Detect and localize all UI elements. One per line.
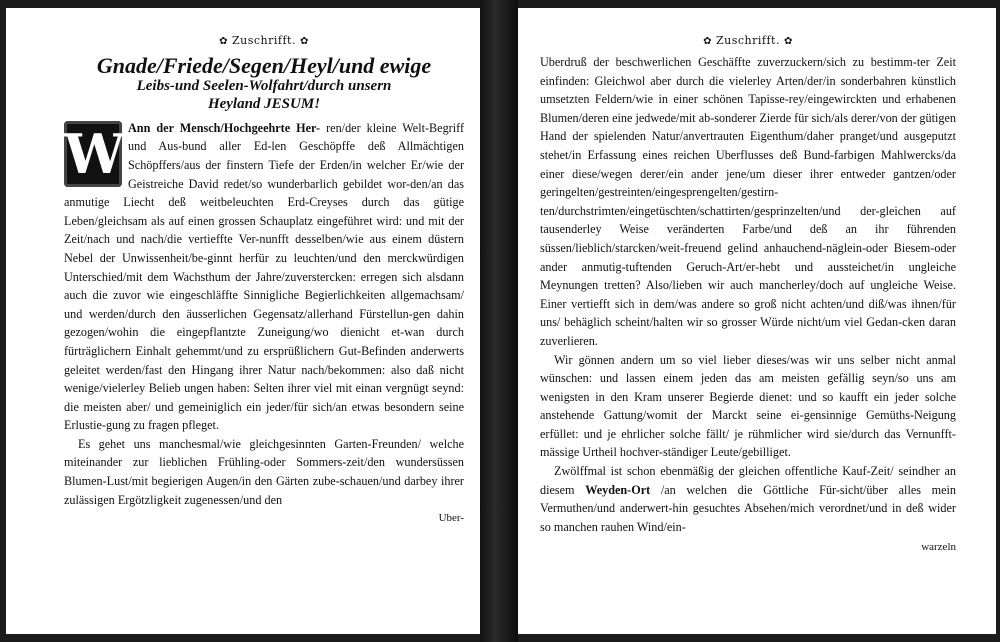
right-page	[518, 8, 996, 634]
left-body-text	[64, 119, 464, 528]
decorated-initial: W	[64, 121, 125, 186]
left-running-head	[64, 34, 464, 47]
paragraph-3-rest: /an welchen die Göttliche Für-sicht/über alles mein Vermuthen/und anderwert-hin gesuchtes Absehen/mich verordnet/und in deß wider so manchen rauhen Wind/ein-	[540, 482, 956, 534]
title-line-3: Heyland JESUM!	[207, 95, 321, 112]
right-body-text	[540, 53, 956, 557]
dedication-title	[64, 53, 464, 113]
book-gutter	[480, 0, 518, 642]
right-paragraph-3	[540, 462, 956, 536]
right-paragraph-2: Wir gönnen andern um so viel lieber dieses/was wir uns selber nicht anmal wünschen: und lassen einem jeden das am meisten gefällig seyn/so uns am wenigsten in den Kram unserer Begierde dienet: und so kaufft ein jeder solche anstehende Gattung/womit der Marckt seine ei-gensinnige Gemüths-Neigung erfüllet: und je ehrlicher solche fällt/ je rühmlicher wird sie/durch das Vernunfft-mässige Urtheil hochver-ständiger Leute/gebilliget.	[540, 352, 956, 460]
left-running-head-text: Zuschrifft.	[232, 34, 296, 47]
place-name: Weyden-Ort	[585, 482, 651, 497]
paragraph-1-body: ren/der kleine Welt-Begriff und Aus-bund aller Ed-len Geschöpffe deß Allmächtigen Schöpffers/aus der finstern Tiefe der Erden/in welcher Er/wie der Geistreiche David redet/so wunderbarlich gebildet wor-den/an das anmutige Liecht deß weitbeleuchten Erd-Creyses durch das gütige Leben/gleichsam als auf einen grossen Schauplatz eingeführet wird: und mit der Zeit/nach und nach/die vertieffte Ver-nunfft desselben/wie aus einem düstern Nebel der Unwissenheit/be-ginnt herfür zu leuchten/und den merckwürdigen Unterschied/mit dem Wachsthum der Jahre/zuverstercken: erregen sich alsdann auch die zuvor wie eingeschläffte Sinnigliche Begierlichkeiten allgemachsam/ und werden/durch den äusserlichen Gegensatz/allerhand Fürstellun-gen dahin gezogen/wohin die eingepflantzte Zuneigung/wo dienicht et-wan durch fürträglichern Einhalt gehemmt/und zu ersprüßlichern Gut-Befinden anderwerts geleitet werden/fast den Hingang ihrer Natur nach/bekommen: also daß nicht wenige/vielerley Belieb ungen haben: Selten ihrer viel mit einan vergnügt seynd: die meisten aber/ und gemeiniglich ein jeder/für sich/an etwas besondern seine Erlustie-gung zu fragen pfleget.	[64, 120, 464, 433]
ornament-icon: ✿	[219, 36, 229, 47]
title-line-1: Gnade/Friede/Segen/Heyl/und ewige	[96, 53, 432, 78]
paragraph-3-lead: Zwölffmal ist schon ebenmäßig der gleichen offentliche Kauf-Zeit/ seindher an diesem	[540, 464, 956, 497]
left-paragraph-2: Es gehet uns manchesmal/wie gleichgesinnten Garten-Freunden/ welche miteinander zur lieblichen Frühling-oder Sommers-zeit/den wundersüssen Blumen-Lust/mit begierigen Augen/in den Gärten zube-schauen/und darbey ihrer zulässigen Ergötzligkeit zugenessen/und den	[64, 436, 464, 507]
right-running-head-text: Zuschrifft.	[716, 34, 780, 47]
left-page	[6, 8, 480, 634]
title-line-2: Leibs-und Seelen-Wolfahrt/durch unsern	[136, 78, 392, 95]
left-catchword: Uber-	[438, 512, 464, 525]
ornament-icon: ✿	[299, 36, 309, 47]
right-paragraph-1: Uberdruß der beschwerlichen Geschäffte zuverzuckern/sich zu bestimm-ter Zeit einfinden: Gleichwol aber durch die vielerley Arten/der/in sonderbahren künstlich umsetzten Feldern/wie in einer schönen Tapisse-rey/eingewirckten und erhabenen Blumen/deren eine jedwede/mit ab-sonderer Zierde für sich/als derer/von der gütigen Hand der spielenden Natur/anvertrauten Eigenthum/daher pranget/und ausgeputzt stehet/in Erfassung eines reichen Uberflusses deß Bund-farbigen Mahlwercks/da einer diese/wegen derer/ein ander jene/um dieser ihrer entweder gantzen/oder geringelten/gestreinten/eingesprengelten/gestirn-ten/durchstrimten/eingetüschten/schattirten/gesprinzelten/und der-gleichen auf tausenderley Weise veränderten Farbe/und deß an ihr führenden süssen/lieblich/starcken/weit-freuend gelind anhauchend-näglein-oder Biesem-oder ander anmutig-tuftenden Geruch-Art/er-hebt und aussteichet/in ungleiche Meynungen tretten? Also/lieben wir auch mancherley/doch auf ungleiche Weise. Einer vertiefft sich in dem/was andere so groß nicht achten/und diß/was ihnen/für uns/ behäglich scheint/halten wir so grosser Würde nicht/um viel Gedan-cken daran zuverlieren.	[540, 55, 956, 348]
ornament-icon: ✿	[703, 36, 713, 47]
opening-line: Ann der Mensch/Hochgeehrte Her-	[128, 120, 321, 135]
right-catchword: warzeln	[921, 541, 956, 554]
ornament-icon: ✿	[783, 36, 793, 47]
right-running-head	[540, 34, 956, 47]
left-paragraph-1	[64, 119, 464, 435]
